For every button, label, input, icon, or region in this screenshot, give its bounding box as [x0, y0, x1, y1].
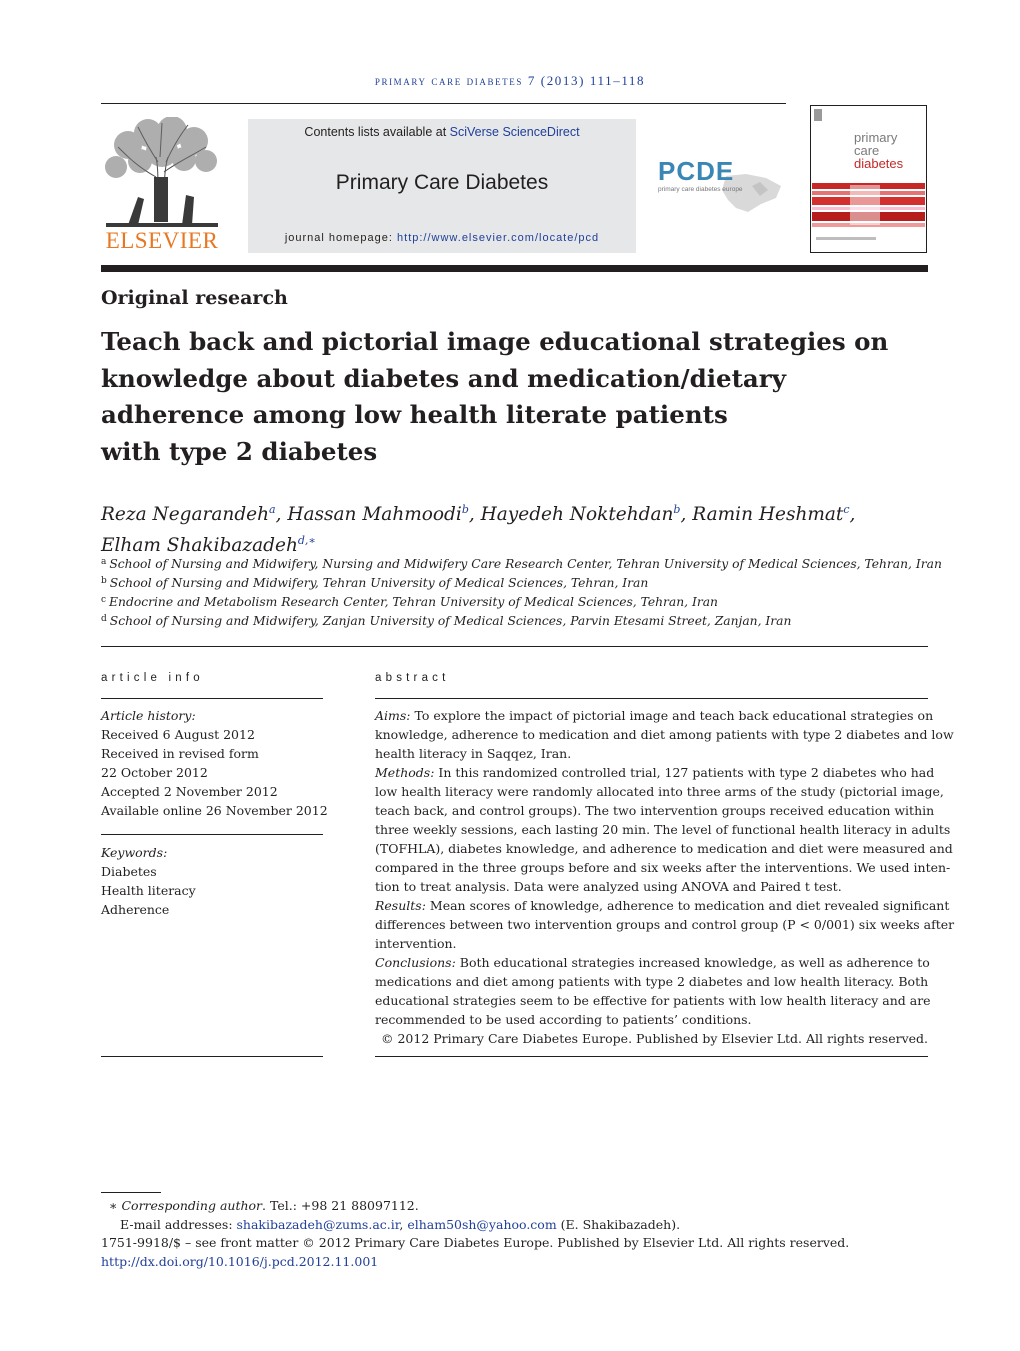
running-head: primary care diabetes 7 (2013) 111–118 — [374, 73, 646, 88]
author-separator: , — [849, 504, 856, 526]
author-separator: , — [275, 504, 288, 526]
email-suffix: (E. Shakibazadeh). — [556, 1216, 681, 1232]
affiliation-list — [101, 557, 942, 633]
author-affil-marker[interactable]: d,∗ — [297, 534, 316, 548]
cover-art-icon — [810, 105, 927, 253]
abstract-line: health literacy in Saqqez, Iran. — [375, 746, 572, 761]
cover-title-diabetes: diabetes — [854, 156, 904, 171]
homepage-line — [248, 232, 636, 244]
abstract-line: tion to treat analysis. Data were analyzed using ANOVA and Paired t test. — [375, 879, 842, 894]
keyword: Health literacy — [101, 883, 196, 898]
author-name: Elham Shakibazadeh — [101, 535, 298, 557]
author-name: Reza Negarandeh — [101, 504, 270, 526]
cover-title-care: care — [854, 143, 880, 158]
author-separator: , — [468, 504, 481, 526]
contents-line — [248, 125, 636, 139]
article-info-heading: article info — [101, 672, 204, 684]
footnote-rule — [101, 1192, 161, 1193]
affiliation-label: b — [101, 576, 107, 586]
corresponding-author-note — [101, 1197, 849, 1216]
pcde-tagline: primary care diabetes europe — [658, 186, 743, 193]
email-separator: , — [399, 1216, 408, 1232]
author-list — [101, 497, 928, 559]
contents-prefix: Contents lists available at — [304, 125, 450, 139]
journal-name: Primary Care Diabetes — [335, 171, 549, 194]
footnotes — [101, 1197, 849, 1271]
abstract-line: Mean scores of knowledge, adherence to medication and diet revealed significant — [429, 898, 950, 913]
front-matter-note: 1751-9918/$ – see front matter © 2012 Primary Care Diabetes Europe. Published by Elsevier Ltd. All rights reserved. — [101, 1235, 850, 1250]
article-info-rule — [101, 1056, 323, 1057]
doi-link[interactable]: http://dx.doi.org/10.1016/j.pcd.2012.11.001 — [101, 1253, 379, 1269]
history-entry: Received in revised form — [101, 746, 259, 761]
section-divider — [101, 646, 928, 647]
abstract-aims — [375, 706, 954, 763]
abstract-rule — [375, 698, 928, 699]
keyword: Diabetes — [101, 864, 157, 879]
affiliation — [101, 557, 942, 576]
abstract-line: intervention. — [375, 936, 457, 951]
author-affil-marker[interactable]: b — [461, 503, 469, 516]
keyword: Adherence — [101, 902, 170, 917]
homepage-prefix: journal homepage: — [284, 232, 398, 244]
author-name: Ramin Heshmat — [692, 504, 844, 526]
article-info-rule — [101, 834, 323, 835]
article-title — [101, 324, 901, 470]
author-affil-marker[interactable]: b — [673, 503, 681, 516]
history-entry: Received 6 August 2012 — [101, 727, 255, 742]
affiliation-label: a — [101, 557, 107, 567]
aims-label: Aims: — [375, 708, 411, 723]
masthead-rule — [101, 265, 928, 272]
homepage-link[interactable]: http://www.elsevier.com/locate/pcd — [397, 232, 600, 244]
history-entry: Accepted 2 November 2012 — [101, 784, 278, 799]
header-rule — [101, 103, 786, 104]
affiliation-label: d — [101, 614, 107, 624]
abstract-methods — [375, 763, 953, 896]
history-entry: Available online 26 November 2012 — [101, 803, 328, 818]
title-line: Teach back and pictorial image educational strategies on — [101, 327, 889, 356]
abstract-line: compared in the three groups before and six weeks after the interventions. We used inten- — [375, 860, 951, 875]
article-info-rule — [101, 698, 323, 699]
cover-title-primary: primary — [854, 130, 898, 145]
sciencedirect-link[interactable]: SciVerse ScienceDirect — [449, 125, 580, 139]
email-link[interactable]: elham50sh@yahoo.com — [407, 1216, 557, 1232]
abstract-line: educational strategies seem to be effective for patients with low health literacy and are — [375, 993, 931, 1008]
elsevier-logo[interactable] — [98, 117, 226, 255]
affiliation — [101, 576, 942, 595]
abstract-rule — [375, 1056, 928, 1057]
author-affil-marker[interactable]: c — [843, 503, 850, 516]
footnote-star: ∗ — [109, 1198, 118, 1213]
pcde-wordmark: PCDE — [658, 156, 735, 186]
affiliation-text: Endocrine and Metabolism Research Center, Tehran University of Medical Sciences, Tehran, Iran — [109, 595, 718, 609]
abstract-line: three weekly sessions, each lasting 20 min. The level of functional health literacy in adults — [375, 822, 951, 837]
history-label: Article history: — [101, 708, 196, 723]
abstract-heading: abstract — [375, 672, 450, 684]
abstract-line: Both educational strategies increased knowledge, as well as adherence to — [459, 955, 930, 970]
affiliation-label: c — [101, 595, 107, 605]
abstract-line: low health literacy were randomly allocated into three arms of the study (pictorial image, — [375, 784, 944, 799]
pcde-logo[interactable] — [656, 156, 786, 216]
abstract-results — [375, 896, 955, 953]
affiliation — [101, 614, 942, 633]
affiliation-text: School of Nursing and Midwifery, Tehran University of Medical Sciences, Tehran, Iran — [109, 576, 649, 590]
keywords-label: Keywords: — [101, 845, 168, 860]
abstract-line: recommended to be used according to patients’ conditions. — [375, 1012, 752, 1027]
affiliation — [101, 595, 942, 614]
abstract-copyright: © 2012 Primary Care Diabetes Europe. Published by Elsevier Ltd. All rights reserved. — [381, 1031, 928, 1046]
author-name: Hayedeh Noktehdan — [480, 504, 674, 526]
article-type: Original research — [101, 287, 288, 309]
abstract-line: medications and diet among patients with type 2 diabetes and low health literacy. Both — [375, 974, 929, 989]
methods-label: Methods: — [375, 765, 435, 780]
affiliation-text: School of Nursing and Midwifery, Zanjan University of Medical Sciences, Parvin Etesami Street, Zanjan, Iran — [109, 614, 792, 628]
title-line: with type 2 diabetes — [101, 436, 378, 466]
title-line: adherence among low health literate patients — [101, 400, 728, 429]
abstract-line: (TOFHLA), diabetes knowledge, and adherence to medication and diet were measured and — [375, 841, 953, 856]
abstract-conclusions — [375, 953, 931, 1029]
abstract-line: To explore the impact of pictorial image and teach back educational strategies on — [414, 708, 934, 723]
keywords-block — [101, 843, 196, 919]
abstract-line: teach back, and control groups). The two intervention groups received education within — [375, 803, 935, 818]
abstract-line: knowledge, adherence to medication and diet among patients with type 2 diabetes and low — [375, 727, 954, 742]
affiliation-text: School of Nursing and Midwifery, Nursing and Midwifery Care Research Center, Tehran University of Medical Sciences, Tehran, Iran — [109, 557, 942, 571]
email-link[interactable]: shakibazadeh@zums.ac.ir — [236, 1216, 400, 1232]
journal-cover-thumbnail[interactable] — [810, 105, 927, 253]
conclusions-label: Conclusions: — [375, 955, 456, 970]
journal-masthead-box — [248, 119, 636, 253]
abstract-body — [375, 706, 955, 1048]
corresponding-label: Corresponding author — [121, 1198, 263, 1213]
author-affil-marker[interactable]: a — [269, 503, 276, 516]
results-label: Results: — [375, 898, 426, 913]
author-separator: , — [680, 504, 693, 526]
email-note — [101, 1216, 849, 1235]
author-name: Hassan Mahmoodi — [287, 504, 462, 526]
abstract-line: differences between two intervention groups and control group (P < 0/001) six weeks after — [375, 917, 955, 932]
corresponding-tel: . Tel.: +98 21 88097112. — [262, 1198, 419, 1213]
email-label: E-mail addresses: — [120, 1216, 237, 1232]
elsevier-wordmark: ELSEVIER — [105, 228, 219, 253]
history-entry: 22 October 2012 — [101, 765, 208, 780]
article-history — [101, 706, 328, 820]
title-line: knowledge about diabetes and medication/dietary — [101, 363, 786, 393]
abstract-line: In this randomized controlled trial, 127 patients with type 2 diabetes who had — [438, 765, 935, 780]
